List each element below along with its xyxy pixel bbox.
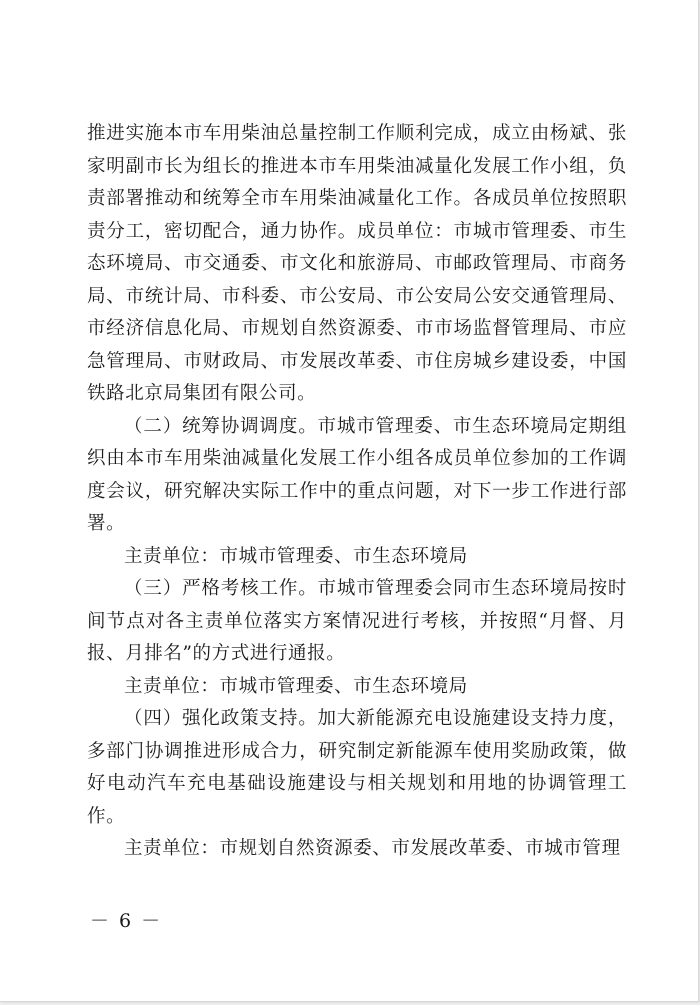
paragraph-policy-support: （四）强化政策支持。加大新能源充电设施建设支持力度，多部门协调推进形成合力，研究制定新能源车使用奖励政策，做好电动汽车充电基础设施建设与相关规划和用地的协调管理工作。 bbox=[87, 708, 627, 827]
document-body bbox=[87, 118, 627, 866]
page-number: － 6 － bbox=[90, 910, 163, 932]
paragraph-responsible-units-3: 主责单位：市规划自然资源委、市发展改革委、市城市管理 bbox=[124, 838, 621, 859]
paragraph-coordination: （二）统筹协调调度。市城市管理委、市生态环境局定期组织由本市车用柴油减量化发展工作小组各成员单位参加的工作调度会议，研究解决实际工作中的重点问题，对下一步工作进行部署。 bbox=[87, 415, 627, 534]
paragraph-intro: 推进实施本市车用柴油总量控制工作顺利完成，成立由杨斌、张家明副市长为组长的推进本市车用柴油减量化发展工作小组，负责部署推动和统筹全市车用柴油减量化工作。各成员单位按照职责分工，密切配合，通力协作。成员单位：市城市管理委、市生态环境局、市交通委、市文化和旅游局、市邮政管理局、市商务局、市统计局、市科委、市公安局、市公安局公安交通管理局、市经济信息化局、市规划自然资源委、市市场监督管理局、市应急管理局、市财政局、市发展改革委、市住房城乡建设委，中国铁路北京局集团有限公司。 bbox=[87, 123, 627, 404]
paragraph-assessment: （三）严格考核工作。市城市管理委会同市生态环境局按时间节点对各主责单位落实方案情况进行考核，并按照“月督、月报、月排名”的方式进行通报。 bbox=[87, 578, 627, 664]
paragraph-responsible-units-1: 主责单位：市城市管理委、市生态环境局 bbox=[124, 545, 468, 567]
paragraph-responsible-units-2: 主责单位：市城市管理委、市生态环境局 bbox=[124, 675, 468, 697]
